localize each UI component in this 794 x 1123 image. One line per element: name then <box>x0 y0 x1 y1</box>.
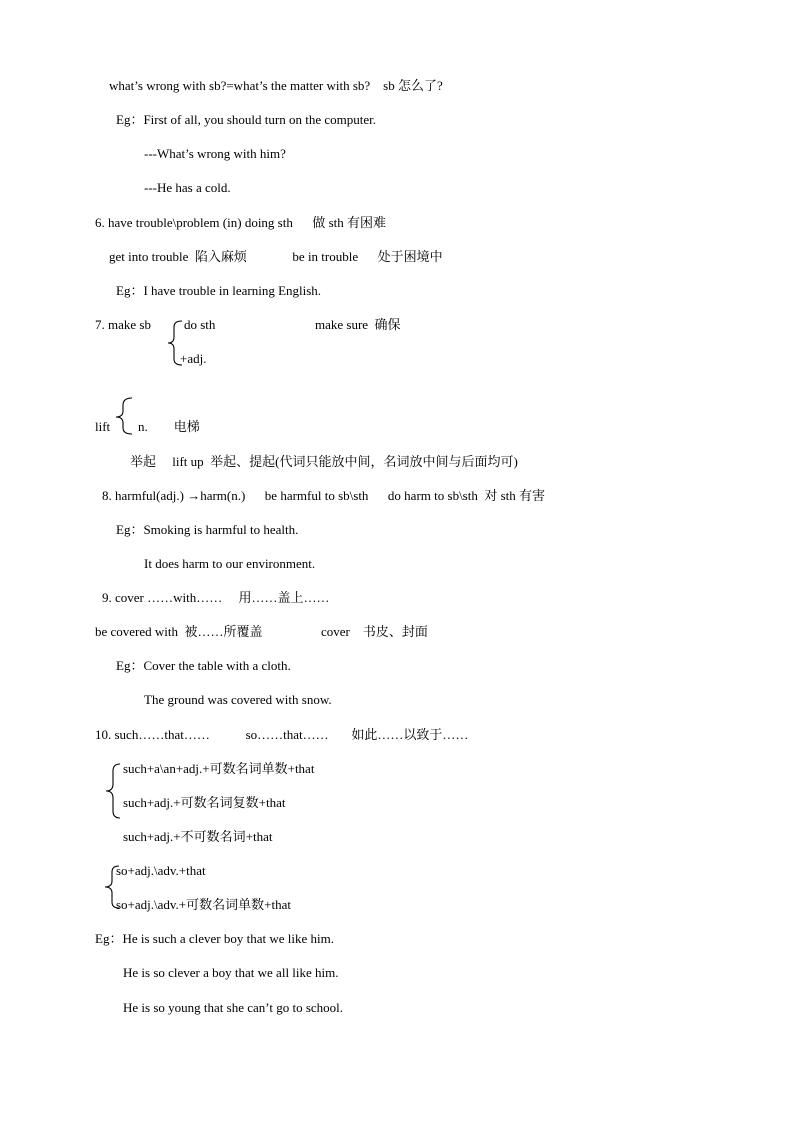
item-6-heading: 6. have trouble\problem (in) doing sth 做 sth 有困难 <box>95 215 387 230</box>
item-6-phrases: get into trouble 陷入麻烦 be in trouble 处于困境中 <box>109 249 443 264</box>
item-10-example-2: He is so clever a boy that we all like him. <box>123 965 339 980</box>
dialog-answer: ---He has a cold. <box>144 180 231 195</box>
item-9-phrases: be covered with 被……所覆盖 cover 书皮、封面 <box>95 624 428 639</box>
such-pattern-3: such+adj.+不可数名词+that <box>123 829 273 844</box>
item-8-example: Eg：Smoking is harmful to health. <box>116 522 299 537</box>
lift-word: lift <box>95 419 111 434</box>
brace-such <box>103 762 123 822</box>
lift-noun: n. 电梯 <box>138 419 200 434</box>
item-7-heading: 7. make sb <box>95 317 151 332</box>
item-10-example: Eg：He is such a clever boy that we like him. <box>95 931 334 946</box>
item-8-heading: 8. harmful(adj.) →harm(n.) be harmful to sb\sth do harm to sb\sth 对 sth 有害 <box>102 488 546 503</box>
item-9-example-2: The ground was covered with snow. <box>144 692 332 707</box>
item-10-example-3: He is so young that she can’t go to school. <box>123 1000 344 1015</box>
lift-up: 举起 lift up 举起、提起(代词只能放中间，名词放中间与后面均可) <box>130 454 518 469</box>
example-turn-on-computer: Eg：First of all, you should turn on the computer. <box>116 112 376 127</box>
item-8-example-2: It does harm to our environment. <box>144 556 316 571</box>
item-9-example: Eg：Cover the table with a cloth. <box>116 658 291 673</box>
text-line-whats-wrong: what’s wrong with sb?=what’s the matter with sb? sb 怎么了? <box>109 78 443 93</box>
brace-lift <box>112 397 136 437</box>
such-pattern-1: such+a\an+adj.+可数名词单数+that <box>123 761 315 776</box>
item-7-make-sure: make sure 确保 <box>315 317 401 332</box>
so-pattern-1: so+adj.\adv.+that <box>116 863 206 878</box>
so-pattern-2: so+adj.\adv.+可数名词单数+that <box>116 897 291 912</box>
item-6-example: Eg：I have trouble in learning English. <box>116 283 322 298</box>
item-7-do-sth: do sth <box>184 317 216 332</box>
item-10-heading: 10. such……that…… so……that…… 如此……以致于…… <box>95 727 469 742</box>
dialog-question: ---What’s wrong with him? <box>144 146 286 161</box>
item-7-adj: +adj. <box>180 351 207 366</box>
such-pattern-2: such+adj.+可数名词复数+that <box>123 795 286 810</box>
item-9-heading: 9. cover ……with…… 用……盖上…… <box>102 590 330 605</box>
